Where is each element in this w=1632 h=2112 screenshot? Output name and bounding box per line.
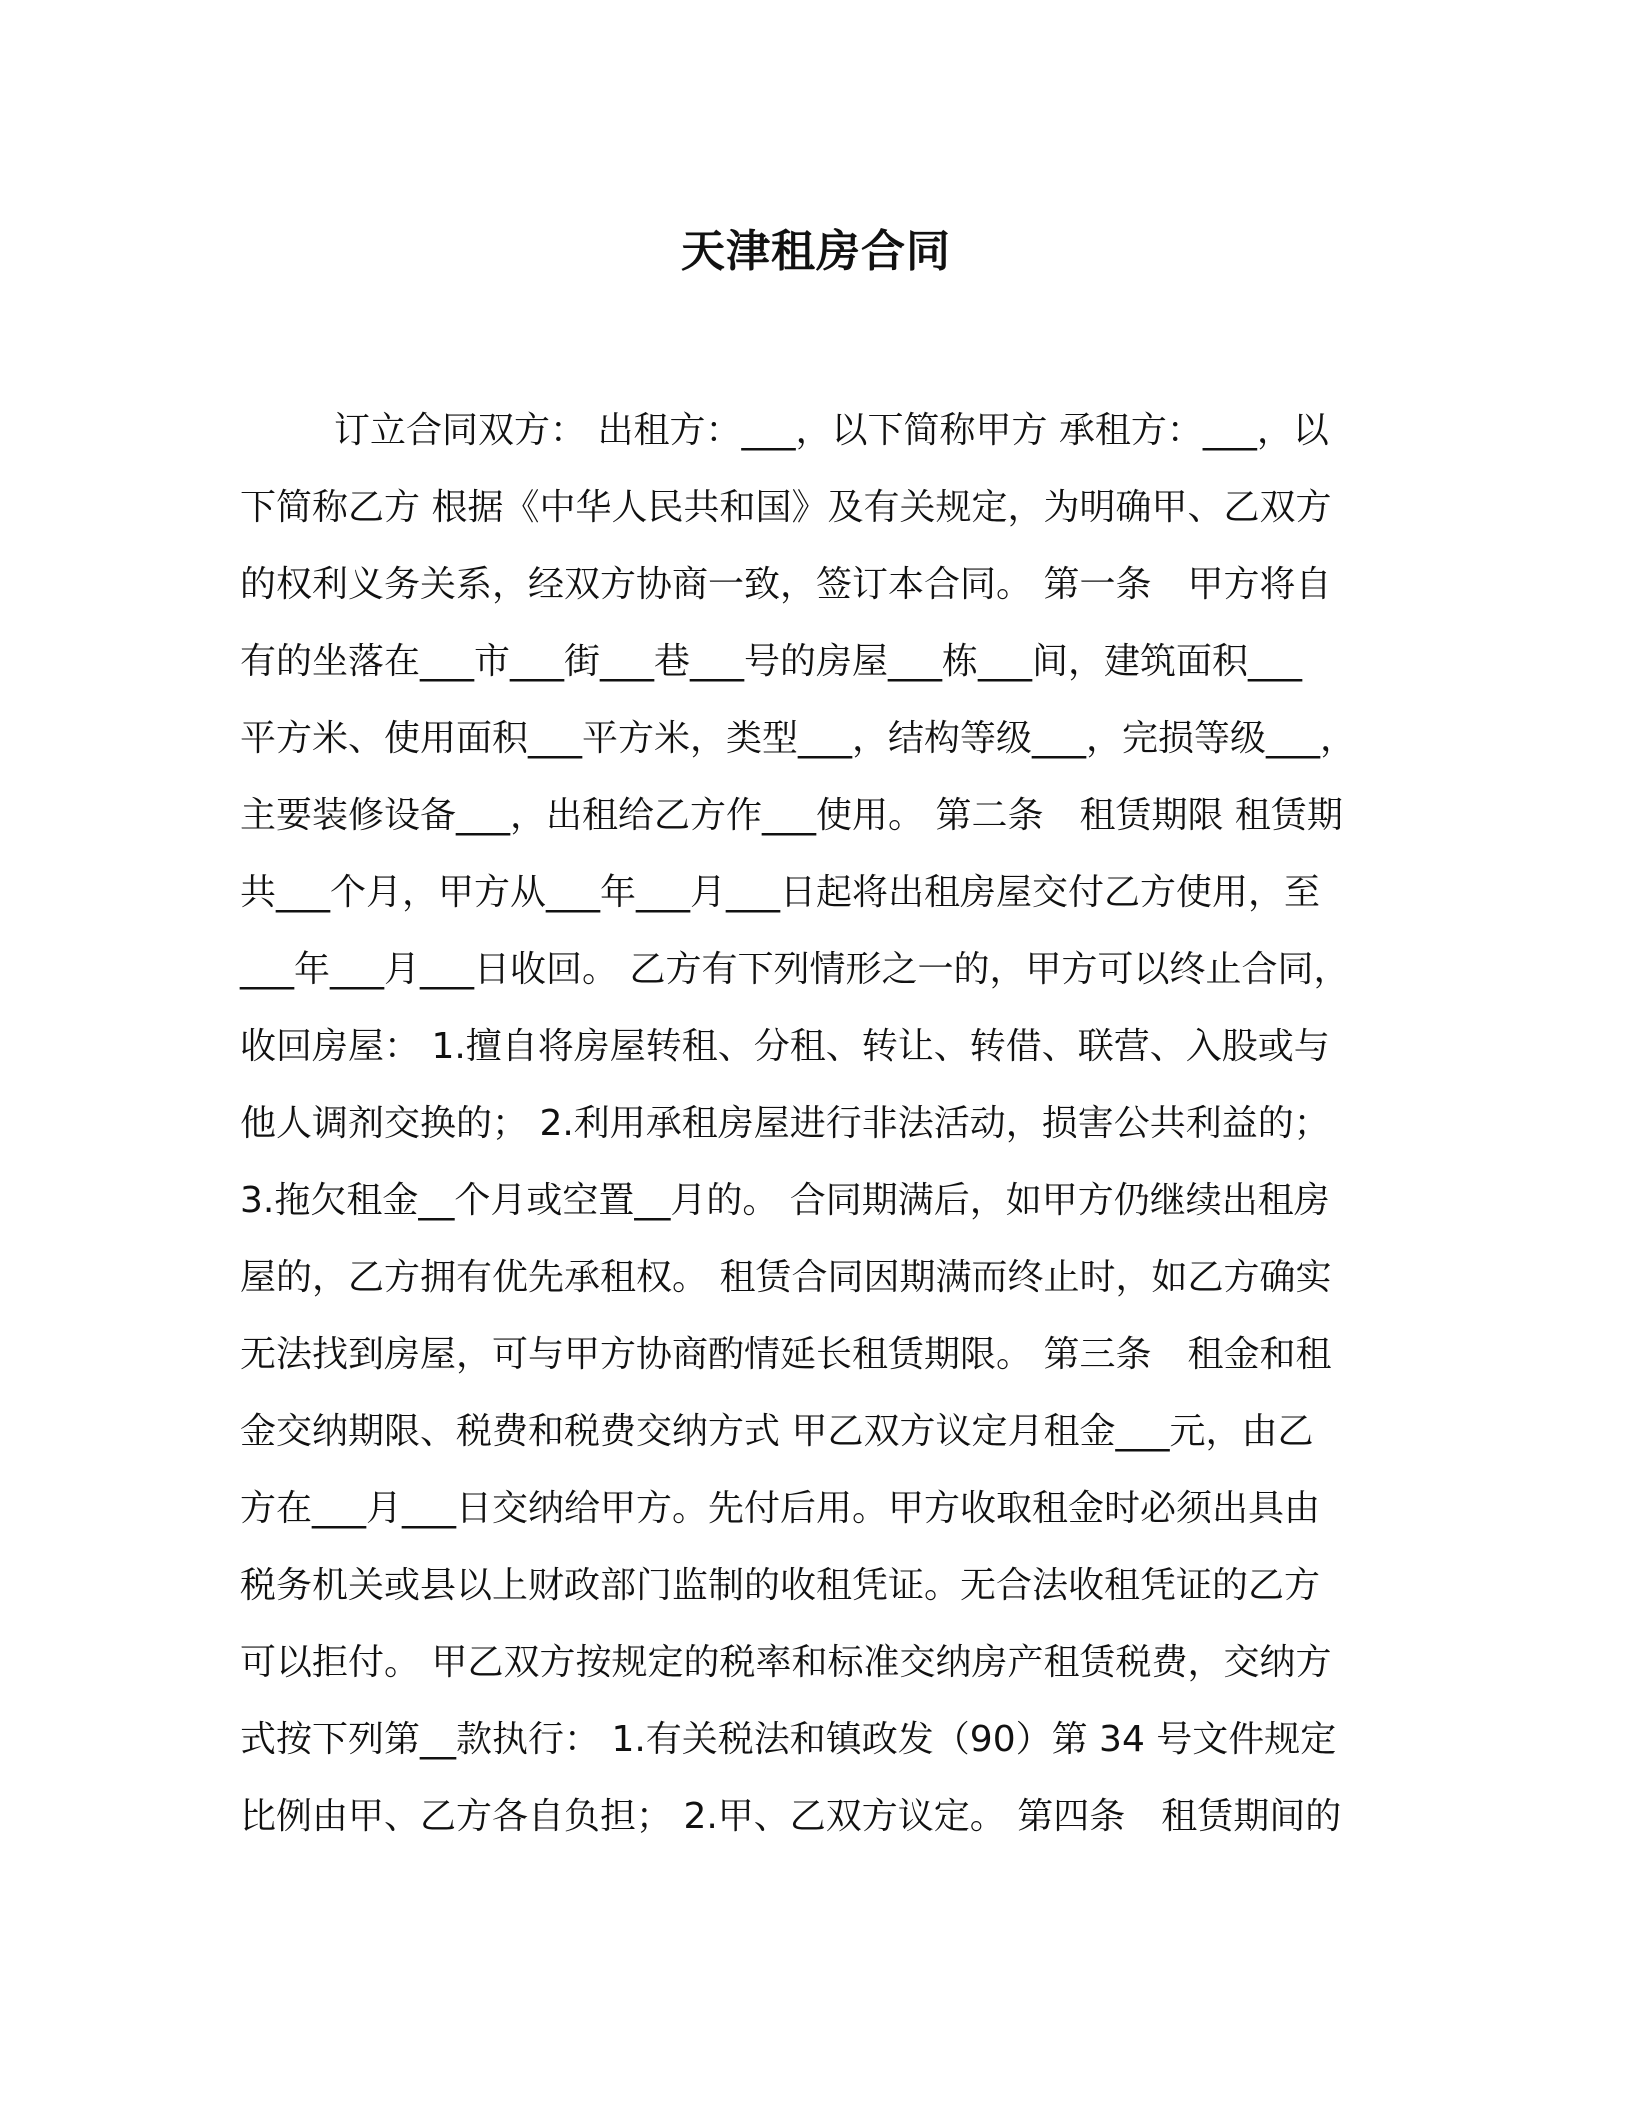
- body-line: 平方米、使用面积___平方米，类型___，结构等级___，完损等级___，: [240, 718, 1357, 759]
- body-line: 有的坐落在___市___街___巷___号的房屋___栋___间，建筑面积___: [240, 641, 1303, 682]
- body-line: 税务机关或县以上财政部门监制的收租凭证。无合法收租凭证的乙方: [240, 1565, 1321, 1606]
- body-line: 下简称乙方 根据《中华人民共和国》及有关规定，为明确甲、乙双方: [240, 487, 1332, 528]
- body-line: 无法找到房屋，可与甲方协商酌情延长租赁期限。 第三条 租金和租: [240, 1334, 1332, 1375]
- body-line: 方在___月___日交纳给甲方。先付后用。甲方收取租金时必须出具由: [240, 1488, 1321, 1529]
- contract-body: [240, 392, 1400, 1855]
- body-line: 共___个月，甲方从___年___月___日起将出租房屋交付乙方使用，至: [240, 872, 1321, 913]
- body-line: 金交纳期限、税费和税费交纳方式 甲乙双方议定月租金___元，由乙: [240, 1411, 1314, 1452]
- body-line: 的权利义务关系，经双方协商一致，签订本合同。 第一条 甲方将自: [240, 564, 1332, 605]
- body-line: 他人调剂交换的； 2.利用承租房屋进行非法活动，损害公共利益的；: [240, 1103, 1330, 1144]
- body-line: 可以拒付。 甲乙双方按规定的税率和标准交纳房产租赁税费，交纳方: [240, 1642, 1332, 1683]
- document-title: 天津租房合同: [681, 226, 951, 277]
- body-line: 收回房屋： 1.擅自将房屋转租、分租、转让、转借、联营、入股或与: [240, 1026, 1330, 1067]
- body-line: ___年___月___日收回。 乙方有下列情形之一的，甲方可以终止合同，: [240, 949, 1350, 990]
- body-line: 比例由甲、乙方各自负担； 2.甲、乙双方议定。 第四条 租赁期间的: [240, 1796, 1342, 1837]
- body-line: 主要装修设备___，出租给乙方作___使用。 第二条 租赁期限 租赁期: [240, 795, 1343, 836]
- body-line: 式按下列第__款执行： 1.有关税法和镇政发（90）第 34 号文件规定: [240, 1719, 1337, 1760]
- body-line: 屋的，乙方拥有优先承租权。 租赁合同因期满而终止时，如乙方确实: [240, 1257, 1332, 1298]
- body-line: 订立合同双方： 出租方：___，以下简称甲方 承租方：___，以: [334, 410, 1329, 451]
- body-line: 3.拖欠租金__个月或空置__月的。 合同期满后，如甲方仍继续出租房: [240, 1180, 1330, 1221]
